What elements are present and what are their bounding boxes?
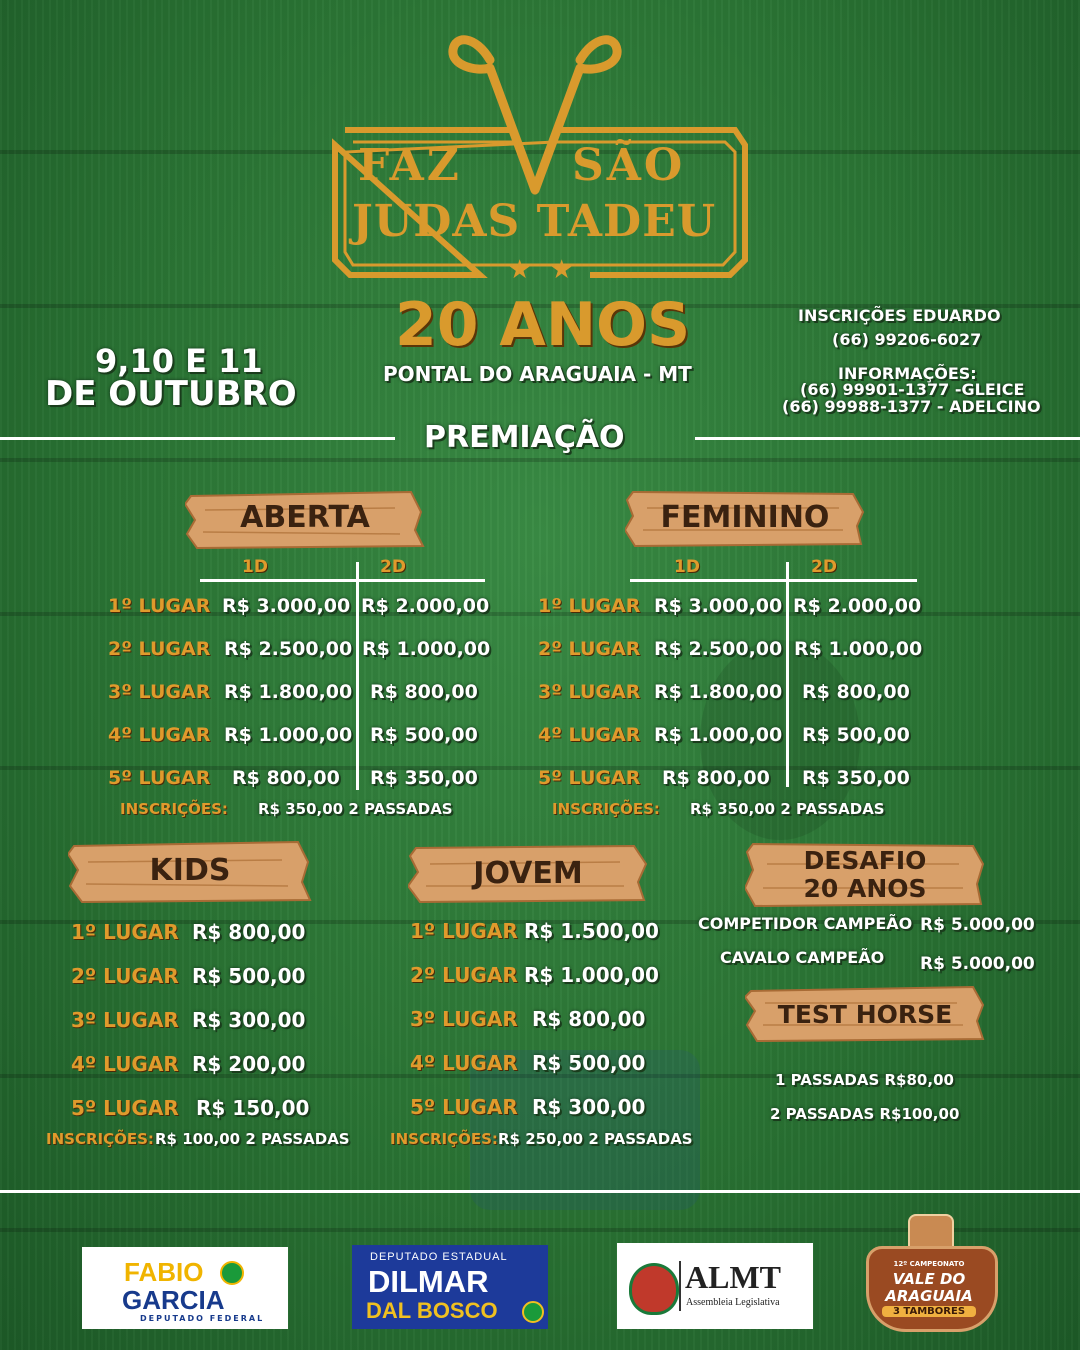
info-phone-gleice: (66) 99901-1377 -GLEICE [800,380,1025,399]
almt-sub: Assembleia Legislativa [686,1297,780,1308]
vale-line4: 3 TAMBORES [882,1306,976,1317]
almt-name: ALMT [685,1259,781,1295]
feminino-col-1d: 1D [674,557,700,577]
table-column-line [786,562,789,787]
dilmar-name1: DILMAR [368,1264,489,1299]
feminino-place-label: 3º LUGAR [538,681,641,703]
feminino-prize-2d: R$ 350,00 [802,767,910,789]
aberta-prize-1d: R$ 3.000,00 [222,595,351,617]
kids-place-label: 3º LUGAR [71,1008,179,1032]
feminino-prize-1d: R$ 3.000,00 [654,595,783,617]
brazil-flag-icon [220,1261,244,1285]
kids-place-label: 2º LUGAR [71,964,179,988]
table-header-line [630,579,917,582]
aberta-prize-1d: R$ 800,00 [232,767,340,789]
feminino-prize-1d: R$ 800,00 [662,767,770,789]
vale-line2: VALE DO [892,1270,966,1288]
jovem-title: JOVEM [473,856,583,891]
jovem-place-label: 2º LUGAR [410,963,518,987]
feminino-prize-1d: R$ 1.800,00 [654,681,783,703]
competidor-value: R$ 5.000,00 [920,915,1035,935]
sponsor-almt [617,1243,813,1329]
desafio-title-2: 20 ANOS [803,874,927,903]
aberta-prize-1d: R$ 2.500,00 [224,638,353,660]
sponsor-fabio-garcia [82,1247,288,1329]
aberta-fee-value: R$ 350,00 2 PASSADAS [258,800,453,818]
kids-prize: R$ 500,00 [192,964,306,988]
aberta-place-label: 2º LUGAR [108,638,211,660]
feminino-prize-2d: R$ 2.000,00 [793,595,922,617]
aberta-place-label: 3º LUGAR [108,681,211,703]
aberta-prize-2d: R$ 2.000,00 [361,595,490,617]
feminino-place-label: 5º LUGAR [538,767,641,789]
jovem-prize: R$ 1.000,00 [524,963,659,987]
table-column-line [356,562,359,790]
aberta-prize-1d: R$ 1.800,00 [224,681,353,703]
jovem-place-label: 3º LUGAR [410,1007,518,1031]
aberta-prize-2d: R$ 350,00 [370,767,478,789]
kids-place-label: 5º LUGAR [71,1096,179,1120]
kids-prize: R$ 150,00 [196,1096,310,1120]
dilmar-role: DEPUTADO ESTADUAL [370,1251,508,1263]
feminino-prize-2d: R$ 1.000,00 [794,638,923,660]
test-horse-line2: 2 PASSADAS R$100,00 [770,1105,960,1123]
anniversary-title: 20 ANOS [395,290,691,360]
aberta-col-1d: 1D [242,557,268,577]
star-icon: ★ [508,255,532,285]
kids-prize: R$ 300,00 [192,1008,306,1032]
section-title: PREMIAÇÃO [424,420,625,455]
aberta-place-label: 1º LUGAR [108,595,211,617]
fabio-name1: FABIO [124,1257,204,1287]
jovem-prize: R$ 300,00 [532,1095,646,1119]
aberta-title: ABERTA [240,500,370,535]
jovem-place-label: 5º LUGAR [410,1095,518,1119]
aberta-place-label: 4º LUGAR [108,724,211,746]
feminino-prize-2d: R$ 500,00 [802,724,910,746]
footer-divider [0,1190,1080,1193]
vale-line3: ARAGUAIA [885,1287,973,1305]
aberta-place-label: 5º LUGAR [108,767,211,789]
inscricoes-phone: (66) 99206-6027 [832,330,982,349]
aberta-prize-2d: R$ 500,00 [370,724,478,746]
test-horse-title: TEST HORSE [777,1000,953,1029]
star-icon: ★ [550,255,574,285]
competidor-label: COMPETIDOR CAMPEÃO [698,914,913,933]
jovem-place-label: 4º LUGAR [410,1051,518,1075]
inscricoes-title: INSCRIÇÕES EDUARDO [798,306,1001,325]
feminino-prize-1d: R$ 1.000,00 [654,724,783,746]
aberta-prize-2d: R$ 1.000,00 [362,638,491,660]
feminino-prize-2d: R$ 800,00 [802,681,910,703]
test-horse-line1: 1 PASSADAS R$80,00 [775,1071,954,1089]
info-phone-adelcino: (66) 99988-1377 - ADELCINO [782,397,1041,416]
sponsor-dilmar-dal-bosco [352,1245,548,1329]
kids-title: KIDS [149,853,231,888]
feminino-fee-label: INSCRIÇÕES: [552,800,660,818]
coat-of-arms-icon [629,1263,679,1315]
feminino-col-2d: 2D [811,557,837,577]
sponsor-vale-do-araguaia [866,1214,992,1332]
cavalo-label: CAVALO CAMPEÃO [720,948,885,967]
divider-right [695,437,1080,440]
feminino-prize-1d: R$ 2.500,00 [654,638,783,660]
kids-fee-value: R$ 100,00 2 PASSADAS [155,1130,350,1148]
vale-line1: 12º CAMPEONATO [893,1260,965,1268]
cavalo-value: R$ 5.000,00 [920,954,1035,974]
dilmar-name2: DAL BOSCO [366,1298,498,1323]
kids-fee-label: INSCRIÇÕES: [46,1130,154,1148]
divider-left [0,437,395,440]
jovem-fee-value: R$ 250,00 2 PASSADAS [498,1130,693,1148]
kids-prize: R$ 200,00 [192,1052,306,1076]
logo-judas-tadeu: JUDAS TADEU [352,196,717,247]
kids-prize: R$ 800,00 [192,920,306,944]
jovem-prize: R$ 800,00 [532,1007,646,1031]
brazil-flag-icon [522,1301,544,1323]
jovem-fee-label: INSCRIÇÕES: [390,1130,498,1148]
jovem-prize: R$ 1.500,00 [524,919,659,943]
dates-line2: DE OUTUBRO [45,374,297,414]
info-title: INFORMAÇÕES: [838,364,977,383]
dates-line1: 9,10 E 11 [95,342,263,380]
aberta-col-2d: 2D [380,557,406,577]
feminino-place-label: 1º LUGAR [538,595,641,617]
jovem-prize: R$ 500,00 [532,1051,646,1075]
feminino-fee-value: R$ 350,00 2 PASSADAS [690,800,885,818]
location: PONTAL DO ARAGUAIA - MT [383,362,692,386]
kids-place-label: 1º LUGAR [71,920,179,944]
aberta-prize-2d: R$ 800,00 [370,681,478,703]
fabio-role: DEPUTADO FEDERAL [140,1314,265,1323]
fabio-name2: GARCIA [122,1285,225,1315]
logo-faz: FAZ [358,140,462,191]
aberta-prize-1d: R$ 1.000,00 [224,724,353,746]
feminino-title: FEMININO [660,500,830,535]
table-header-line [200,579,485,582]
feminino-place-label: 2º LUGAR [538,638,641,660]
desafio-title-1: DESAFIO [803,846,927,875]
feminino-place-label: 4º LUGAR [538,724,641,746]
kids-place-label: 4º LUGAR [71,1052,179,1076]
logo-sao: SÃO [572,140,686,191]
aberta-fee-label: INSCRIÇÕES: [120,800,228,818]
jovem-place-label: 1º LUGAR [410,919,518,943]
